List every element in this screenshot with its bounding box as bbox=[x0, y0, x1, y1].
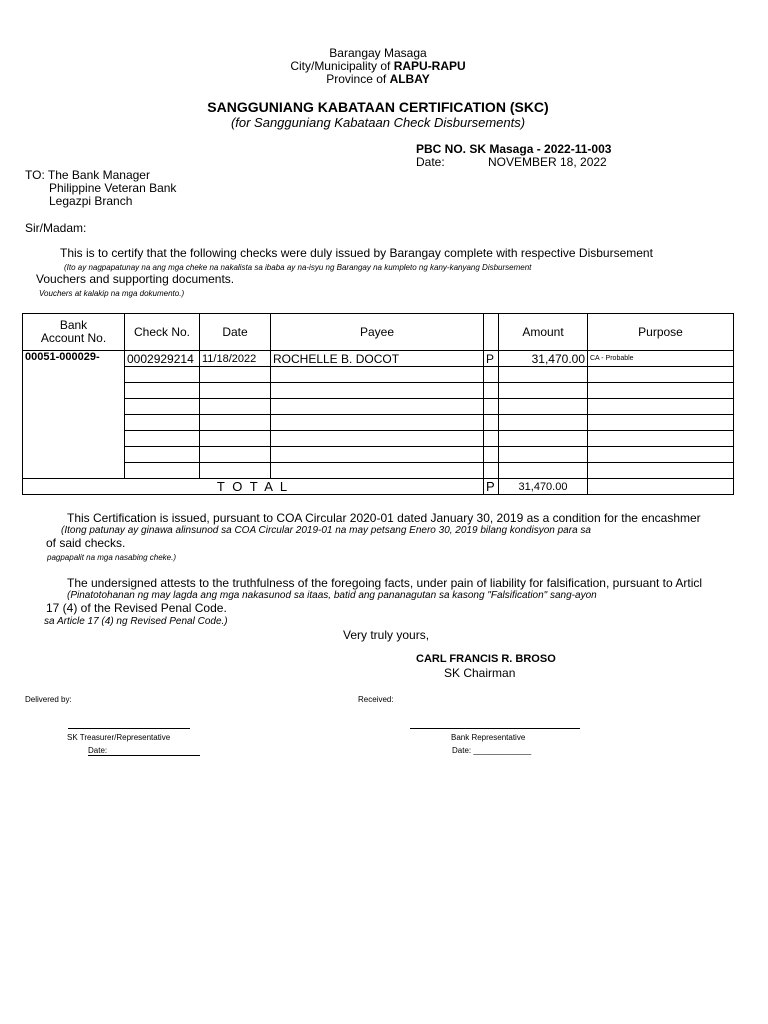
addressee-line-2: Philippine Veteran Bank bbox=[49, 181, 177, 195]
table-header-row bbox=[23, 314, 734, 351]
barangay-name: Barangay Masaga bbox=[329, 46, 427, 60]
coa-paragraph-cont: of said checks. bbox=[46, 536, 126, 550]
cell-bank-account: 00051-000029- bbox=[23, 351, 125, 367]
salutation: Sir/Madam: bbox=[25, 221, 87, 235]
attestation-paragraph: The undersigned attests to the truthfulness of the foregoing facts, under pain of liability for falsification, pursuant to Articl bbox=[67, 576, 703, 590]
pbc-number: PBC NO. SK Masaga - 2022-11-003 bbox=[416, 142, 612, 156]
signatory-title: SK Chairman bbox=[444, 666, 516, 680]
addressee-line-1: TO: The Bank Manager bbox=[25, 168, 150, 182]
table-row bbox=[23, 431, 734, 447]
header-date: Date bbox=[200, 314, 271, 351]
total-amount: 31,470.00 bbox=[499, 479, 588, 495]
date-value: NOVEMBER 18, 2022 bbox=[488, 155, 607, 169]
table-row bbox=[23, 399, 734, 415]
header-bank-account-line2: Account No. bbox=[40, 331, 107, 345]
closing: Very truly yours, bbox=[343, 628, 430, 642]
province-name: ALBAY bbox=[389, 72, 430, 86]
province-prefix: Province of bbox=[326, 72, 390, 86]
left-date-line bbox=[88, 755, 200, 756]
certification-text-cont: Vouchers and supporting documents. bbox=[36, 272, 235, 286]
certification-translation: (Ito ay nagpapatunay na ang mga cheke na nakalista sa ibaba ay na-isyu ng Barangay na kumpleto ng kany-kanyang Disbursement bbox=[64, 263, 532, 272]
header-peso-sign bbox=[484, 314, 499, 351]
document-title: SANGGUNIANG KABATAAN CERTIFICATION (SKC) bbox=[207, 99, 549, 115]
table-row bbox=[23, 415, 734, 431]
header-bank-account-line1: Bank bbox=[59, 318, 88, 332]
table-row bbox=[23, 463, 734, 479]
addressee-line-3: Legazpi Branch bbox=[49, 194, 133, 208]
table-row bbox=[23, 383, 734, 399]
city-name: RAPU-RAPU bbox=[393, 59, 466, 73]
city-line bbox=[0, 59, 756, 73]
cell-peso-sign: P bbox=[484, 351, 499, 367]
table-row bbox=[23, 351, 734, 367]
total-purpose bbox=[588, 479, 734, 495]
coa-translation-cont: pagpapalit na mga nasabing cheke.) bbox=[47, 553, 176, 562]
city-prefix: City/Municipality of bbox=[290, 59, 394, 73]
left-signature-line bbox=[68, 728, 190, 729]
header-check-no: Check No. bbox=[125, 314, 200, 351]
cell-amount: 31,470.00 bbox=[499, 351, 588, 367]
right-role: Bank Representative bbox=[451, 733, 526, 742]
total-label: T O T A L bbox=[23, 479, 484, 495]
right-signature-line bbox=[410, 728, 580, 729]
signatory-name: CARL FRANCIS R. BROSO bbox=[416, 653, 556, 665]
certification-translation-cont: Vouchers at kalakip na mga dokumento.) bbox=[39, 289, 185, 298]
total-row bbox=[23, 479, 734, 495]
date-label: Date: bbox=[416, 155, 445, 169]
left-role: SK Treasurer/Representative bbox=[67, 733, 171, 742]
attestation-translation: (Pinatotohanan ng may lagda ang mga nakasunod sa itaas, batid ang pananagutan sa kasong "Falsification" sang-ayon bbox=[67, 590, 597, 601]
cell-date: 11/18/2022 bbox=[200, 351, 271, 367]
cell-payee: ROCHELLE B. DOCOT bbox=[271, 351, 484, 367]
document-subtitle: (for Sangguniang Kabataan Check Disbursements) bbox=[230, 115, 526, 130]
attestation-translation-cont: sa Article 17 (4) ng Revised Penal Code.) bbox=[44, 616, 228, 627]
attestation-paragraph-cont: 17 (4) of the Revised Penal Code. bbox=[46, 601, 227, 615]
delivered-by-label: Delivered by: bbox=[25, 695, 72, 704]
header-bank-account bbox=[23, 314, 125, 351]
total-peso-sign: P bbox=[484, 479, 499, 495]
header-amount: Amount bbox=[499, 314, 588, 351]
table-row bbox=[23, 367, 734, 383]
received-label: Received: bbox=[358, 695, 394, 704]
table-row bbox=[23, 447, 734, 463]
checks-table bbox=[22, 313, 734, 495]
header-purpose: Purpose bbox=[588, 314, 734, 351]
coa-paragraph: This Certification is issued, pursuant to COA Circular 2020-01 dated January 30, 2019 as a condition for the encashmer bbox=[67, 511, 701, 525]
cell-purpose: CA - Probable bbox=[588, 351, 734, 367]
province-line bbox=[0, 72, 756, 86]
cell-check-no: 0002929214 bbox=[125, 351, 200, 367]
left-date-label: Date: bbox=[88, 746, 108, 755]
certification-text: This is to certify that the following checks were duly issued by Barangay complete with respective Disbursement bbox=[60, 246, 653, 260]
right-date-label: Date: _____________ bbox=[452, 746, 532, 755]
coa-translation: (Itong patunay ay ginawa alinsunod sa COA Circular 2019-01 na may petsang Enero 30, 2019 bilang kondisyon para sa bbox=[61, 525, 591, 536]
header-payee: Payee bbox=[271, 314, 484, 351]
